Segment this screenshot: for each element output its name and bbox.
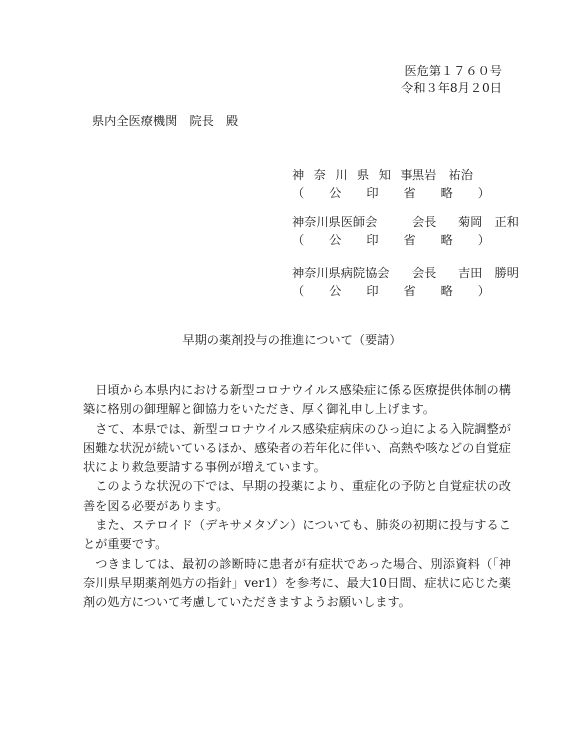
sender-name: 黒岩 祐治 [412, 168, 473, 182]
sender-role: 会長 [412, 215, 437, 229]
seal-omitted-note: （ 公 印 省 略 ） [292, 233, 490, 247]
paragraph: また、ステロイド（デキサメタゾン）についても、肺炎の初期に投与することが重要です。 [83, 518, 511, 552]
sender-hospital-association [292, 264, 519, 300]
sender-medical-association [292, 213, 519, 249]
sender-name: 吉田 勝明 [458, 266, 519, 280]
sender-org: 神奈川県知事 [292, 168, 423, 182]
sender-org: 神奈川県医師会 [292, 215, 378, 229]
seal-omitted-note: （ 公 印 省 略 ） [292, 186, 490, 200]
subject-title: 早期の薬剤投与の推進について（要請） [182, 333, 402, 347]
paragraph: 日頃から本県内における新型コロナウイルス感染症に係る医療提供体制の構築に格別の御理解と御協力をいただき、厚く御礼申し上げます。 [83, 383, 511, 417]
seal-omitted-note: （ 公 印 省 略 ） [292, 284, 490, 298]
paragraph: つきましては、最初の診断時に患者が有症状であった場合、別添資料（「神奈川県早期薬剤処方の指針」ver1）を参考に、最大10日間、症状に応じた薬剤の処方について考慮していただきますようお願いします。 [83, 556, 511, 610]
paragraph: さて、本県では、新型コロナウイルス感染症病床のひっ迫による入院調整が困難な状況が続いているほか、感染者の若年化に伴い、高熱や咳などの自覚症状により救急要請する事例が増えています。 [83, 421, 511, 475]
document-number: 医危第１７６０号 [404, 64, 502, 78]
addressee: 県内全医療機関 院長 殿 [92, 114, 239, 128]
paragraph: このような状況の下では、早期の投薬により、重症化の予防と自覚症状の改善を図る必要があります。 [83, 479, 511, 513]
sender-governor [292, 166, 490, 202]
sender-name: 菊岡 正和 [458, 215, 519, 229]
sender-role: 会長 [412, 266, 437, 280]
body-text [83, 381, 511, 613]
document-date: 令和３年8月２0日 [401, 81, 502, 95]
sender-org: 神奈川県病院協会 [292, 266, 390, 280]
